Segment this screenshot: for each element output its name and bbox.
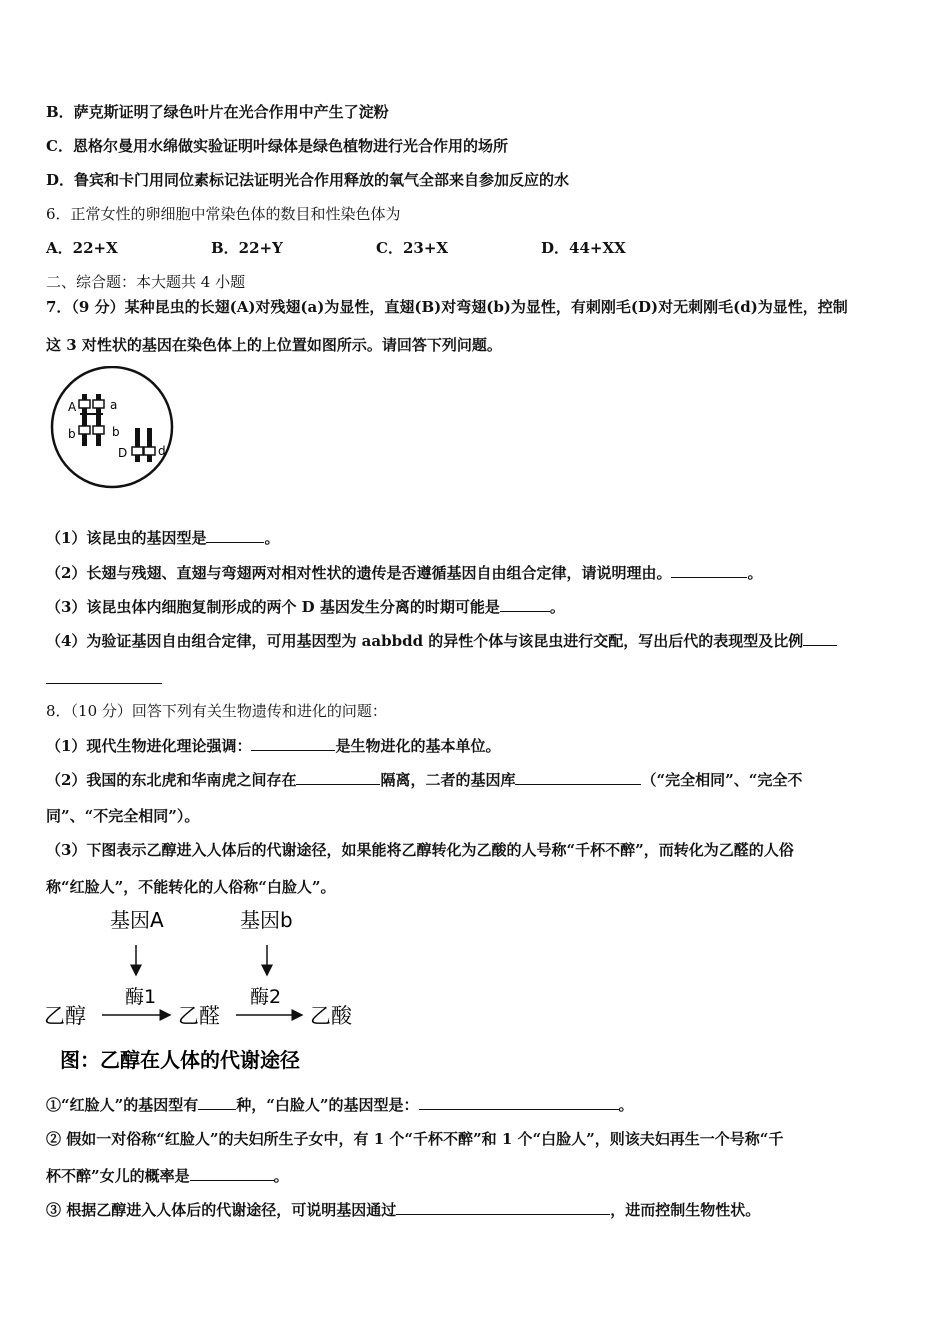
label-D: D	[118, 446, 128, 460]
q5-option-c: C．恩格尔曼用水绵做实验证明叶绿体是绿色植物进行光合作用的场所	[46, 137, 508, 155]
q8-item2-line2: 杯不醉”女儿的概率是 。	[46, 1167, 289, 1185]
chromosome-3	[135, 428, 140, 462]
acetaldehyde-label: 乙醛	[178, 1004, 220, 1028]
ethanol-label: 乙醇	[44, 1004, 86, 1028]
label-b1: b	[68, 427, 76, 441]
section-title: 二、综合题：本大题共 4 小题	[46, 273, 246, 291]
q8-sub3-line1: （3）下图表示乙醇进入人体后的代谢途径，如果能将乙醇转化为乙酸的人号称“千杯不醉”，而转化为乙醛的人俗	[46, 841, 794, 859]
answer-blank[interactable]	[198, 1094, 236, 1110]
answer-blank[interactable]	[190, 1165, 274, 1181]
metabolism-diagram	[40, 905, 370, 1080]
enzyme-2-label: 酶2	[250, 986, 282, 1008]
q8-item2-line1: ② 假如一对俗称“红脸人”的夫妇所生子女中，有 1 个“千杯不醉”和 1 个“白脸人”，则该夫妇再生一个号称“千	[46, 1130, 784, 1148]
answer-blank[interactable]	[419, 1094, 619, 1110]
q7-stem-line1: 7．（9 分）某种昆虫的长翅(A)对残翅(a)为显性，直翅(B)对弯翅(b)为显性，有刺刚毛(D)对无刺刚毛(d)为显性，控制	[46, 298, 848, 316]
label-d: d	[158, 444, 166, 458]
q8-sub2-line2: 同”、“不完全相同”）。	[46, 807, 200, 825]
chromosome-4	[147, 428, 152, 462]
q6-option-c: C．23+X	[376, 239, 449, 257]
q7-stem-line2: 这 3 对性状的基因在染色体上的上位置如图所示。请回答下列问题。	[46, 336, 502, 354]
answer-blank[interactable]	[671, 562, 747, 578]
answer-blank[interactable]	[515, 769, 641, 785]
answer-blank[interactable]	[803, 630, 837, 646]
q6-option-a: A．22+X	[46, 239, 118, 257]
q6-option-d: D．44+XX	[541, 239, 626, 257]
q7-sub3: （3）该昆虫体内细胞复制形成的两个 D 基因发生分离的时期可能是 。	[46, 598, 565, 616]
answer-blank[interactable]	[500, 596, 550, 612]
q7-sub2: （2）长翅与残翅、直翅与弯翅两对相对性状的遗传是否遵循基因自由组合定律，请说明理由。 。	[46, 564, 763, 582]
q7-sub1: （1）该昆虫的基因型是 。	[46, 529, 280, 547]
q8-sub1: （1）现代生物进化理论强调： 是生物进化的基本单位。	[46, 737, 501, 755]
answer-blank[interactable]	[396, 1199, 610, 1215]
enzyme-1-label: 酶1	[125, 986, 157, 1008]
label-a: a	[110, 398, 118, 412]
q7-sub4: （4）为验证基因自由组合定律，可用基因型为 aabbdd 的异性个体与该昆虫进行交配，写出后代的表现型及比例	[46, 630, 837, 651]
q8-item3: ③ 根据乙醇进入人体后的代谢途径，可说明基因通过 ，进而控制生物性状。	[46, 1201, 761, 1219]
answer-blank[interactable]	[296, 769, 380, 785]
diagram-caption: 图：乙醇在人体的代谢途径	[60, 1048, 300, 1072]
q8-stem: 8．（10 分）回答下列有关生物遗传和进化的问题：	[46, 702, 387, 720]
answer-blank[interactable]	[251, 735, 335, 751]
q5-option-b: B．萨克斯证明了绿色叶片在光合作用中产生了淀粉	[46, 103, 389, 121]
label-A: A	[68, 400, 77, 414]
q8-sub2: （2）我国的东北虎和华南虎之间存在 隔离，二者的基因库 （“完全相同”、“完全不	[46, 771, 803, 789]
q8-item1: ①“红脸人”的基因型有 种，“白脸人”的基因型是： 。	[46, 1096, 634, 1114]
answer-blank[interactable]	[206, 527, 264, 543]
chromosome-figure	[48, 366, 180, 490]
q8-sub3-line2: 称“红脸人”，不能转化的人俗称“白脸人”。	[46, 878, 336, 896]
q6-option-b: B．22+Y	[211, 239, 283, 257]
answer-blank[interactable]	[46, 668, 162, 684]
acetic-acid-label: 乙酸	[310, 1004, 352, 1028]
q5-option-d: D．鲁宾和卡门用同位素标记法证明光合作用释放的氧气全部来自参加反应的水	[46, 171, 570, 189]
q7-sub4-continued	[46, 668, 162, 689]
q6-stem: 6．正常女性的卵细胞中常染色体的数目和性染色体为	[46, 205, 401, 223]
gene-b-label: 基因b	[240, 908, 293, 932]
gene-a-label: 基因A	[110, 908, 164, 932]
label-b2: b	[112, 425, 120, 439]
